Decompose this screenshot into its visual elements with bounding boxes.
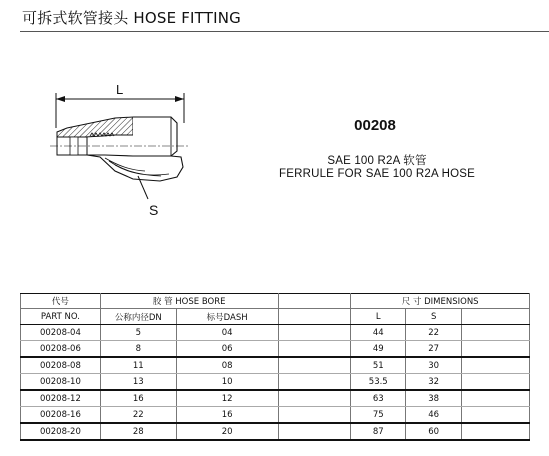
blank-cell <box>462 390 530 407</box>
header-dn: 公称内径DN <box>100 309 176 325</box>
header-hose-bore: 胶 管 HOSE BORE <box>100 294 278 309</box>
part-no-cell: 00208-10 <box>21 374 101 391</box>
l-cell: 87 <box>351 423 406 440</box>
blank-cell <box>462 423 530 440</box>
table-header-row-2 <box>21 309 530 325</box>
l-cell: 49 <box>351 341 406 358</box>
dash-cell: 12 <box>176 390 278 407</box>
header-part-no: PART NO. <box>21 309 101 325</box>
dn-cell: 11 <box>100 357 176 374</box>
ferrule-drawing <box>45 75 195 225</box>
header-blank <box>278 309 351 325</box>
l-cell: 75 <box>351 407 406 424</box>
blank-cell <box>462 407 530 424</box>
dn-cell: 5 <box>100 325 176 341</box>
dim-l-arrow-left <box>56 96 65 102</box>
s-cell: 60 <box>406 423 462 440</box>
part-no-cell: 00208-20 <box>21 423 101 440</box>
header-code-cn: 代号 <box>21 294 101 309</box>
header-dash: 标号DASH <box>176 309 278 325</box>
dash-cell: 06 <box>176 341 278 358</box>
s-cell: 22 <box>406 325 462 341</box>
blank-cell <box>278 390 351 407</box>
l-cell: 51 <box>351 357 406 374</box>
title-divider <box>20 31 549 32</box>
product-desc-cn: SAE 100 R2A 软管 <box>327 155 427 167</box>
blank-cell <box>278 407 351 424</box>
blank-cell <box>462 341 530 358</box>
blank-cell <box>462 325 530 341</box>
dn-cell: 13 <box>100 374 176 391</box>
blank-cell <box>278 341 351 358</box>
header-blank <box>278 294 351 309</box>
header-l: L <box>351 309 406 325</box>
part-no-cell: 00208-08 <box>21 357 101 374</box>
dn-cell: 22 <box>100 407 176 424</box>
part-no-cell: 00208-16 <box>21 407 101 424</box>
dash-cell: 10 <box>176 374 278 391</box>
blank-cell <box>278 357 351 374</box>
blank-cell <box>462 357 530 374</box>
table-row <box>21 407 530 424</box>
dash-cell: 20 <box>176 423 278 440</box>
dim-l-label: L <box>116 82 124 97</box>
table-row <box>21 325 530 341</box>
l-cell: 63 <box>351 390 406 407</box>
header-s: S <box>406 309 462 325</box>
table-row <box>21 357 530 374</box>
s-cell: 27 <box>406 341 462 358</box>
dn-cell: 28 <box>100 423 176 440</box>
ferrule-nut-end <box>133 117 177 156</box>
s-cell: 46 <box>406 407 462 424</box>
part-no-cell: 00208-12 <box>21 390 101 407</box>
dimension-table <box>20 293 530 441</box>
dash-cell: 16 <box>176 407 278 424</box>
part-no-cell: 00208-04 <box>21 325 101 341</box>
ferrule-crimp-body <box>87 155 183 181</box>
blank-cell <box>278 374 351 391</box>
part-no-cell: 00208-06 <box>21 341 101 358</box>
header-blank <box>462 309 530 325</box>
dash-cell: 08 <box>176 357 278 374</box>
dn-cell: 16 <box>100 390 176 407</box>
product-code: 00208 <box>354 117 396 134</box>
l-cell: 53.5 <box>351 374 406 391</box>
dim-s-label: S <box>149 202 159 218</box>
dim-l-arrow-right <box>175 96 184 102</box>
dn-cell: 8 <box>100 341 176 358</box>
dash-cell: 04 <box>176 325 278 341</box>
table-header-row-1 <box>21 294 530 309</box>
page-title: 可拆式软管接头 HOSE FITTING <box>22 9 242 27</box>
s-cell: 32 <box>406 374 462 391</box>
table-row <box>21 390 530 407</box>
s-cell: 30 <box>406 357 462 374</box>
l-cell: 44 <box>351 325 406 341</box>
s-cell: 38 <box>406 390 462 407</box>
blank-cell <box>278 423 351 440</box>
product-desc-en: FERRULE FOR SAE 100 R2A HOSE <box>278 168 476 180</box>
header-dimensions: 尺 寸 DIMENSIONS <box>351 294 530 309</box>
blank-cell <box>278 325 351 341</box>
table-body <box>21 325 530 441</box>
table-row <box>21 374 530 391</box>
blank-cell <box>462 374 530 391</box>
table-row <box>21 341 530 358</box>
table-row <box>21 423 530 440</box>
